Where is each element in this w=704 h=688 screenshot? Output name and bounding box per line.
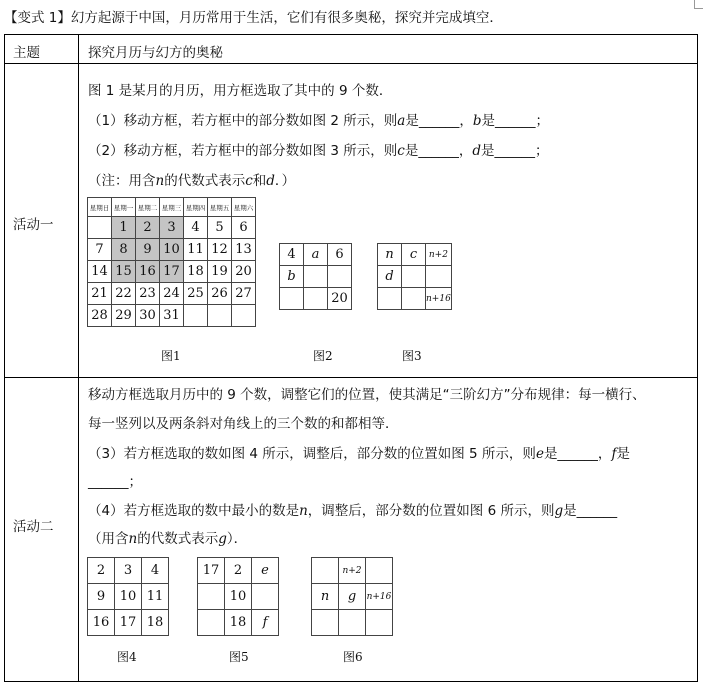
activity1-label: 活动一	[13, 217, 54, 233]
calendar-cell-selected: 9	[136, 239, 160, 261]
fig6-cell: n	[312, 584, 339, 610]
calendar-cell: 19	[208, 261, 232, 283]
weekday-header: 星期二	[136, 198, 160, 217]
fig6-cell: n+16	[366, 584, 393, 610]
calendar-cell-selected: 15	[112, 261, 136, 283]
header-theme-value: 探究月历与幻方的奥秘	[88, 45, 223, 61]
fig6-cell	[366, 610, 393, 636]
calendar-cell: 28	[88, 305, 112, 327]
weekday-header: 星期四	[184, 198, 208, 217]
fig4-cell: 2	[88, 558, 115, 584]
calendar-cell: 23	[136, 283, 160, 305]
figure-5	[197, 557, 279, 636]
fig6-cell	[312, 558, 339, 584]
caption-fig2: 图2	[313, 349, 333, 363]
activity1-question2: （2）移动方框，若方框中的部分数如图 3 所示，则c是______，d是______；	[88, 143, 549, 159]
fig2-cell: 20	[328, 288, 352, 310]
calendar-cell: 7	[88, 239, 112, 261]
fig5-cell	[252, 584, 279, 610]
row-divider-activity	[5, 377, 697, 378]
caption-fig5: 图5	[229, 650, 249, 664]
fig4-cell: 16	[88, 610, 115, 636]
fig4-cell: 4	[142, 558, 169, 584]
fig5-cell: f	[252, 610, 279, 636]
activity2-label: 活动二	[13, 519, 54, 535]
activity1-note: （注：用含n的代数式表示c和d．）	[88, 173, 296, 189]
caption-fig6: 图6	[343, 650, 363, 664]
fig3-cell: n+2	[426, 244, 452, 266]
calendar-cell-selected: 17	[160, 261, 184, 283]
fig5-cell	[198, 584, 225, 610]
fig3-cell: d	[378, 266, 402, 288]
fig3-cell	[402, 288, 426, 310]
calendar-cell	[232, 305, 256, 327]
weekday-header: 星期六	[232, 198, 256, 217]
fig5-cell: 2	[225, 558, 252, 584]
calendar-cell: 14	[88, 261, 112, 283]
fig4-cell: 10	[115, 584, 142, 610]
calendar-cell-selected: 1	[112, 217, 136, 239]
fig4-cell: 17	[115, 610, 142, 636]
fig2-cell: 4	[280, 244, 304, 266]
fig6-cell: g	[339, 584, 366, 610]
calendar-cell-selected: 16	[136, 261, 160, 283]
calendar-cell: 26	[208, 283, 232, 305]
fig3-cell	[402, 266, 426, 288]
fig4-cell: 3	[115, 558, 142, 584]
activity2-line1: 移动方框选取月历中的 9 个数，调整它们的位置，使其满足“三阶幻方”分布规律：每一横行、	[88, 387, 646, 403]
calendar-cell: 21	[88, 283, 112, 305]
caption-fig1: 图1	[161, 349, 181, 363]
calendar-cell: 11	[184, 239, 208, 261]
weekday-header: 星期日	[88, 198, 112, 217]
fig5-cell: 18	[225, 610, 252, 636]
weekday-header: 星期五	[208, 198, 232, 217]
calendar-cell: 4	[184, 217, 208, 239]
figure-2	[279, 243, 352, 310]
calendar-cell-selected: 10	[160, 239, 184, 261]
activity2-note: （用含n的代数式表示g）．	[88, 531, 248, 547]
calendar-cell: 25	[184, 283, 208, 305]
calendar-cell-selected: 2	[136, 217, 160, 239]
calendar-figure	[87, 197, 256, 327]
fig3-cell: c	[402, 244, 426, 266]
fig3-cell	[378, 288, 402, 310]
fig5-cell: 10	[225, 584, 252, 610]
fig3-cell	[426, 266, 452, 288]
activity2-line2: 每一竖列以及两条斜对角线上的三个数的和都相等．	[88, 416, 399, 432]
header-theme-label: 主题	[13, 45, 40, 61]
calendar-cell: 20	[232, 261, 256, 283]
fig2-cell	[280, 288, 304, 310]
fig2-cell: 6	[328, 244, 352, 266]
calendar-cell: 30	[136, 305, 160, 327]
calendar-cell-selected: 8	[112, 239, 136, 261]
fig2-cell	[328, 266, 352, 288]
calendar-cell: 31	[160, 305, 184, 327]
fig4-cell: 18	[142, 610, 169, 636]
weekday-header: 星期一	[112, 198, 136, 217]
fig4-cell: 11	[142, 584, 169, 610]
figure-4	[87, 557, 169, 636]
fig2-cell: a	[304, 244, 328, 266]
calendar-cell: 27	[232, 283, 256, 305]
caption-fig4: 图4	[117, 650, 137, 664]
intro-text: 【变式 1】幻方起源于中国，月历常用于生活，它们有很多奥秘，探究并完成填空．	[4, 10, 503, 26]
caption-fig3: 图3	[402, 349, 422, 363]
fig6-cell	[312, 610, 339, 636]
fig6-cell	[366, 558, 393, 584]
fig3-cell: n+16	[426, 288, 452, 310]
fig3-cell: n	[378, 244, 402, 266]
fig6-cell: n+2	[339, 558, 366, 584]
fig5-cell: 17	[198, 558, 225, 584]
figure-3	[377, 243, 452, 310]
calendar-cell: 13	[232, 239, 256, 261]
calendar-cell: 24	[160, 283, 184, 305]
calendar-cell-selected: 3	[160, 217, 184, 239]
fig2-cell	[304, 288, 328, 310]
fig6-cell	[339, 610, 366, 636]
calendar-cell	[208, 305, 232, 327]
fig2-cell: b	[280, 266, 304, 288]
calendar-cell: 18	[184, 261, 208, 283]
page-corner-mark	[694, 0, 703, 9]
figure-6	[311, 557, 393, 636]
column-divider	[78, 35, 79, 681]
activity2-question3-blank: ______；	[88, 474, 142, 490]
activity-table	[4, 34, 698, 682]
fig4-cell: 9	[88, 584, 115, 610]
calendar-cell	[184, 305, 208, 327]
calendar-cell: 6	[232, 217, 256, 239]
calendar-cell: 5	[208, 217, 232, 239]
fig2-cell	[304, 266, 328, 288]
activity2-question4: （4）若方框选取的数中最小的数是n，调整后，部分数的位置如图 6 所示，则g是______	[88, 503, 618, 519]
weekday-header: 星期三	[160, 198, 184, 217]
calendar-cell: 12	[208, 239, 232, 261]
calendar-cell	[88, 217, 112, 239]
activity2-question3: （3）若方框选取的数如图 4 所示，调整后，部分数的位置如图 5 所示，则e是______，f是	[88, 446, 630, 462]
fig5-cell: e	[252, 558, 279, 584]
fig5-cell	[198, 610, 225, 636]
activity1-question1: （1）移动方框，若方框中的部分数如图 2 所示，则a是______，b是______；	[88, 113, 549, 129]
row-divider-header	[5, 63, 697, 64]
calendar-cell: 29	[112, 305, 136, 327]
calendar-cell: 22	[112, 283, 136, 305]
activity1-line1: 图 1 是某月的月历，用方框选取了其中的 9 个数．	[88, 83, 393, 99]
